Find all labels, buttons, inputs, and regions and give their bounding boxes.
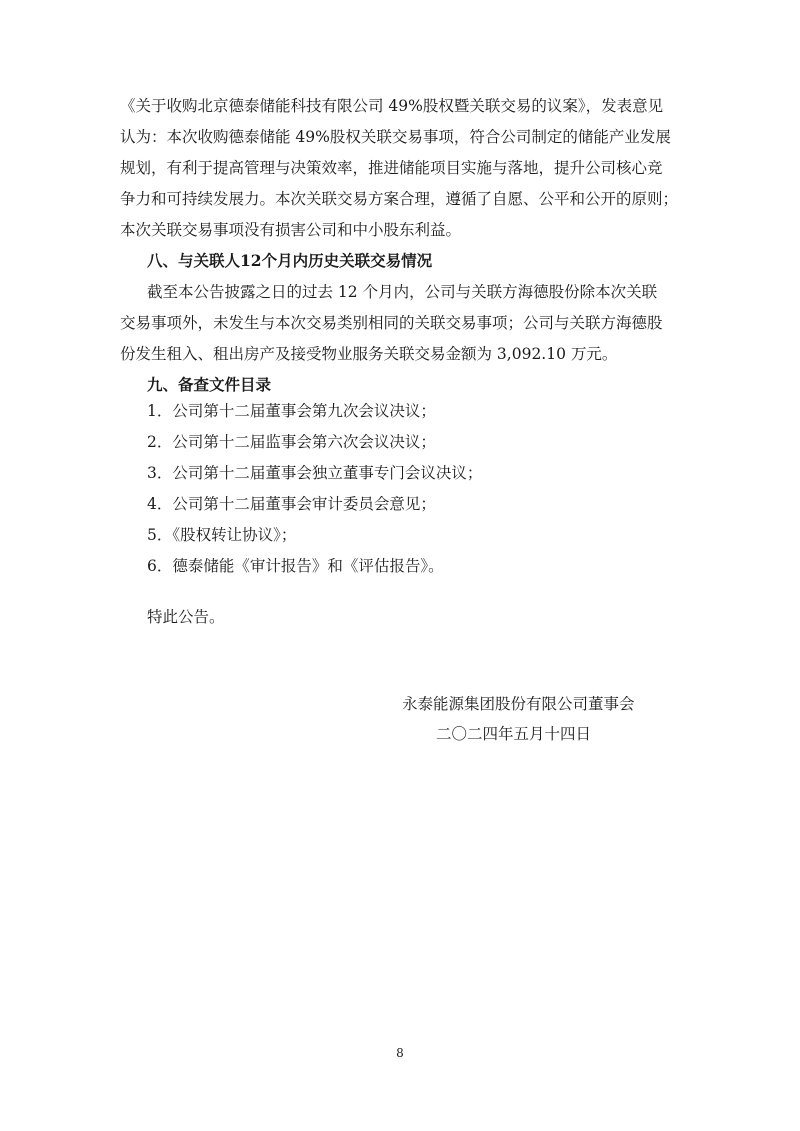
paragraph-line: 交易事项外，未发生与本次交易类别相同的关联交易事项；公司与关联方海德股 (120, 314, 663, 332)
paragraph-line: 份发生租入、租出房产及接受物业服务关联交易金额为 3,092.10 万元。 (120, 345, 618, 363)
paragraph-line: 认为：本次收购德泰储能 49%股权关联交易事项，符合公司制定的储能产业发展 (120, 128, 671, 146)
list-item: 2．公司第十二届监事会第六次会议决议； (147, 433, 436, 451)
list-item: 3．公司第十二届董事会独立董事专门会议决议； (147, 464, 483, 482)
paragraph-line: 《关于收购北京德泰储能科技有限公司 49%股权暨关联交易的议案》，发表意见 (120, 97, 664, 115)
paragraph-line: 本次关联交易事项没有损害公司和中小股东利益。 (120, 221, 462, 239)
section-8-heading: 八、与关联人12个月内历史关联交易情况 (147, 251, 433, 270)
signature-date: 二〇二四年五月十四日 (436, 725, 592, 743)
intro-paragraph (120, 91, 680, 246)
page-number: 8 (396, 1046, 404, 1060)
paragraph-line: 规划，有利于提高管理与决策效率，推进储能项目实施与落地，提升公司核心竞 (120, 159, 663, 177)
paragraph-line: 截至本公告披露之日的过去 12 个月内，公司与关联方海德股份除本次关联 (147, 283, 658, 301)
list-item: 4．公司第十二届董事会审计委员会意见； (147, 495, 436, 513)
closing-statement: 特此公告。 (147, 608, 225, 626)
signature-company: 永泰能源集团股份有限公司董事会 (402, 695, 635, 713)
section-9-heading: 九、备查文件目录 (147, 375, 272, 394)
reference-documents-list (147, 396, 482, 582)
section-8-paragraph (120, 277, 680, 370)
list-item: 6．德泰储能《审计报告》和《评估报告》。 (147, 557, 444, 575)
paragraph-line: 争力和可持续发展力。本次关联交易方案合理，遵循了自愿、公平和公开的原则； (120, 190, 679, 208)
list-item: 5．《股权转让协议》； (147, 526, 297, 544)
list-item: 1．公司第十二届董事会第九次会议决议； (147, 402, 436, 420)
